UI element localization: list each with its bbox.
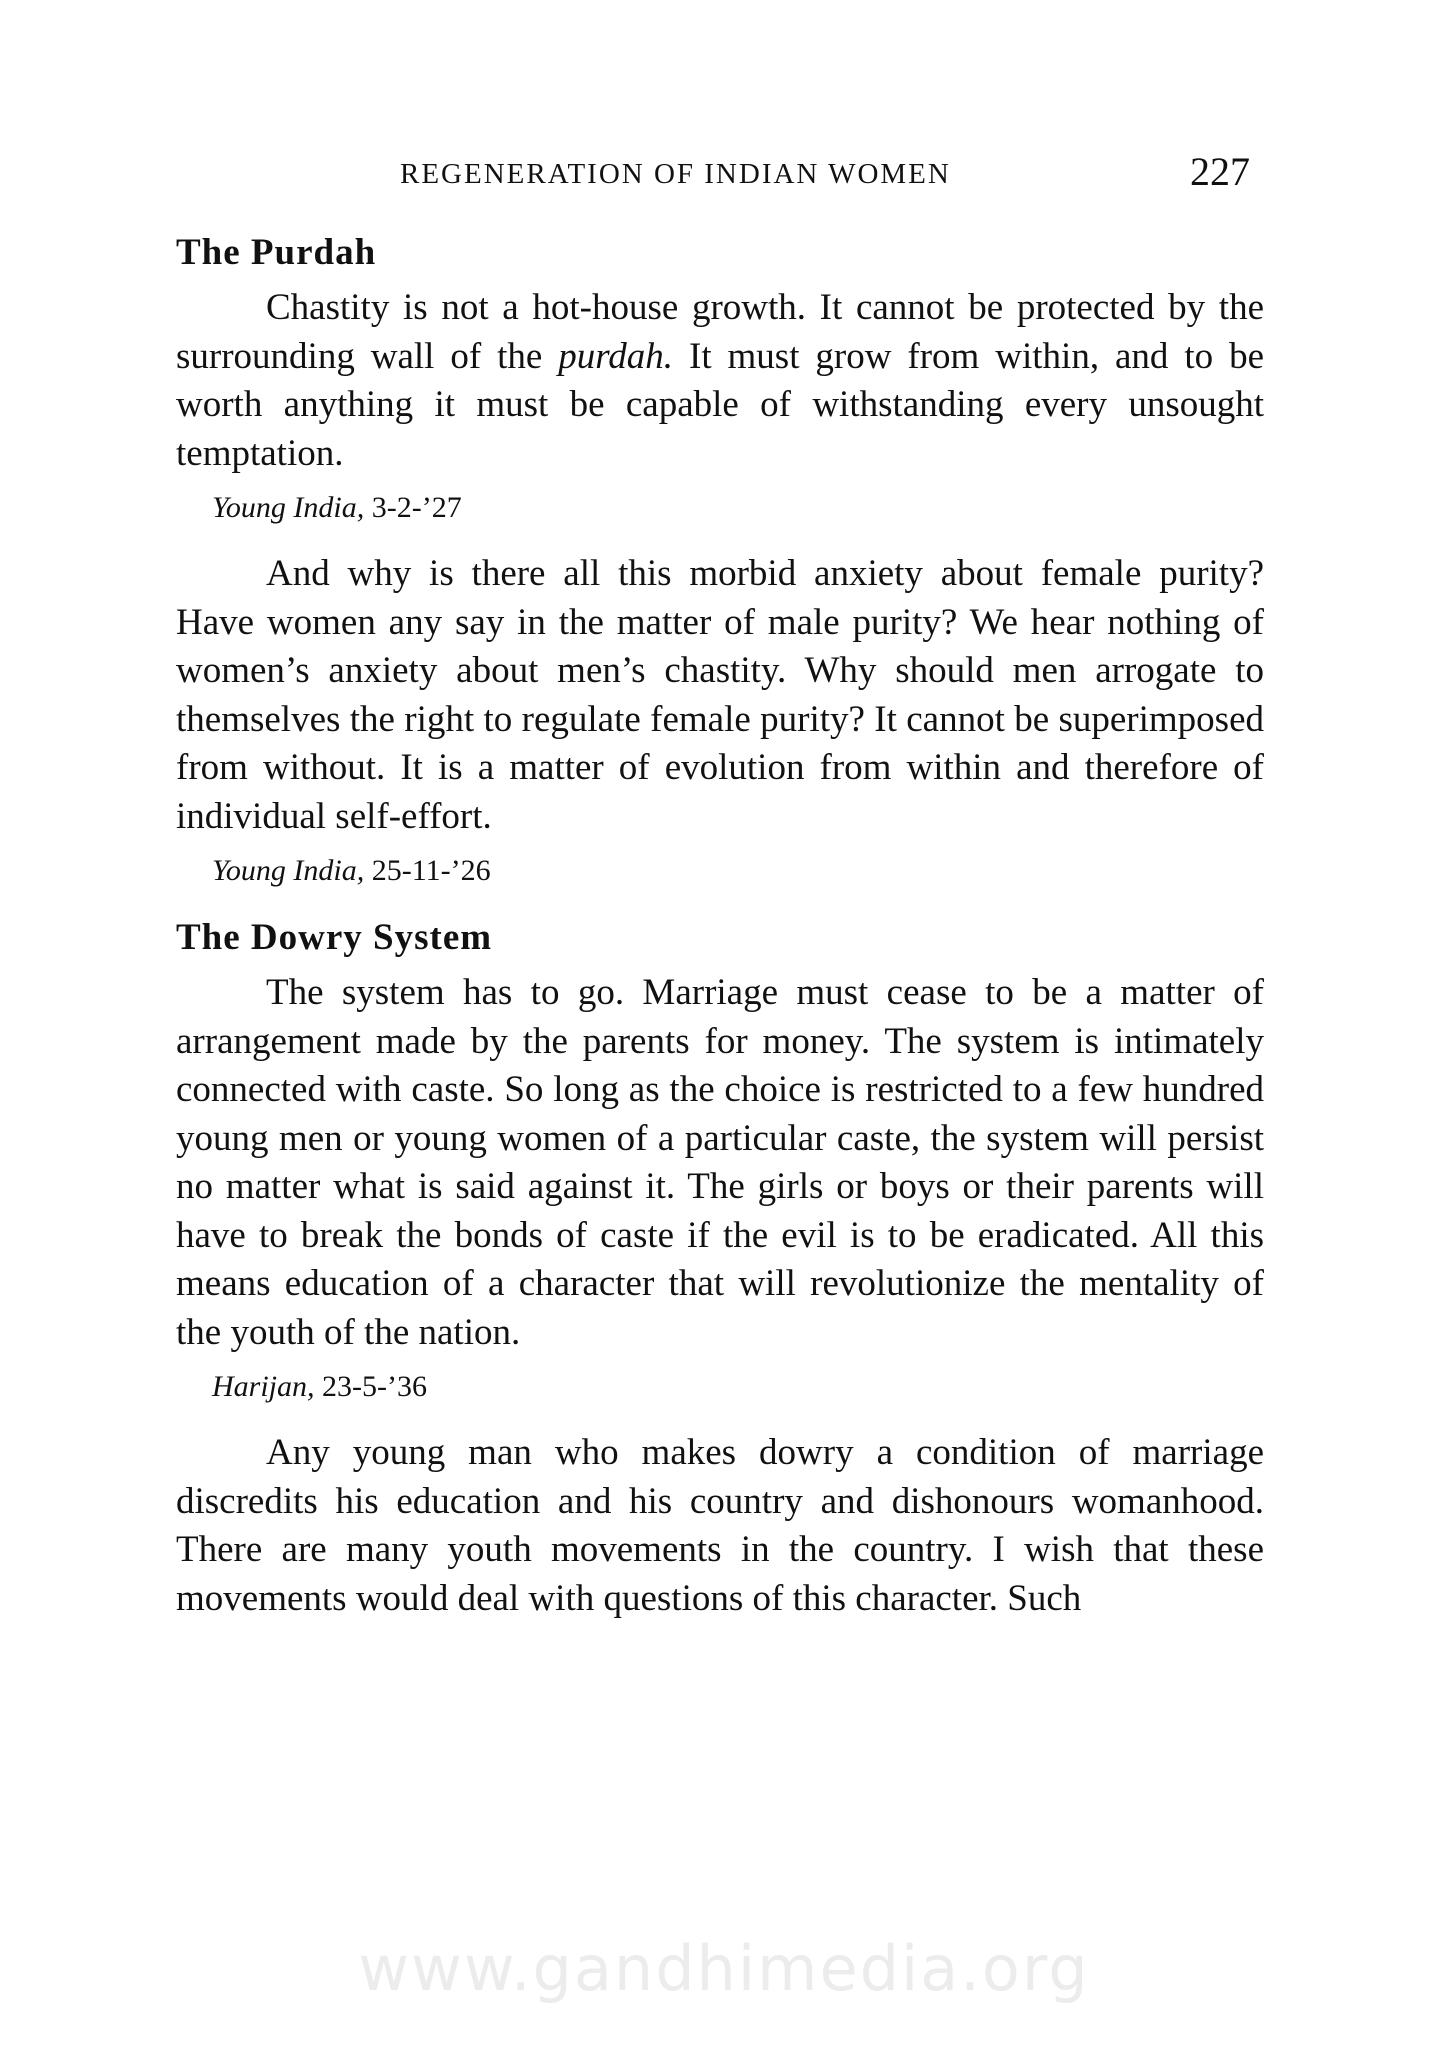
- citation-source: Harijan,: [212, 1370, 315, 1403]
- paragraph-emphasis: purdah.: [558, 335, 674, 377]
- paragraph: [176, 284, 1264, 478]
- paragraph-text: Chastity is not a hot-house growth. It cannot be protected by the surrounding wall of the: [176, 287, 1264, 377]
- text-column: [176, 228, 1264, 1623]
- citation-date: 3-2-’27: [371, 491, 462, 524]
- citation: [212, 1367, 1264, 1407]
- citation-date: 25-11-’26: [371, 854, 491, 887]
- paragraph: And why is there all this morbid anxiety about female purity? Have women any say in the matter of male purity? We hear nothing of women’s anxiety about men’s chastity. Why should men arrogate to themselves the right to regulate female purity? It cannot be superimposed from without. It is a matter of evolution from within and therefore of individual self-effort.: [176, 553, 1264, 837]
- citation: [212, 488, 1264, 528]
- paragraph-text: It must grow from within, and to be worth anything it must be capable of withstanding every unsought temptation.: [176, 335, 1264, 474]
- citation-source: Young India,: [212, 854, 365, 887]
- section-heading-dowry-system: The Dowry System: [176, 917, 493, 958]
- citation-date: 23-5-’36: [322, 1370, 427, 1403]
- citation-source: Young India,: [212, 491, 365, 524]
- section-heading-purdah: The Purdah: [176, 232, 377, 273]
- citation: [212, 851, 1264, 891]
- paragraph: The system has to go. Marriage must cease to be a matter of arrangement made by the parents for money. The system is intimately connected with caste. So long as the choice is restricted to a few hundred young men or young women of a particular caste, the system will persist no matter what is said against it. The girls or boys or their parents will have to break the bonds of caste if the evil is to be eradicated. All this means education of a character that will revolutionize the mentality of the youth of the nation.: [176, 972, 1264, 1353]
- paragraph: Any young man who makes dowry a condition of marriage discredits his education and his country and dishonours womanhood. There are many youth movements in the country. I wish that these movements would deal with questions of this character. Such: [176, 1432, 1264, 1619]
- watermark: www.gandhimedia.org: [358, 1932, 1090, 2005]
- running-header: REGENERATION OF INDIAN WOMEN: [400, 158, 951, 190]
- page-number: 227: [1190, 149, 1250, 194]
